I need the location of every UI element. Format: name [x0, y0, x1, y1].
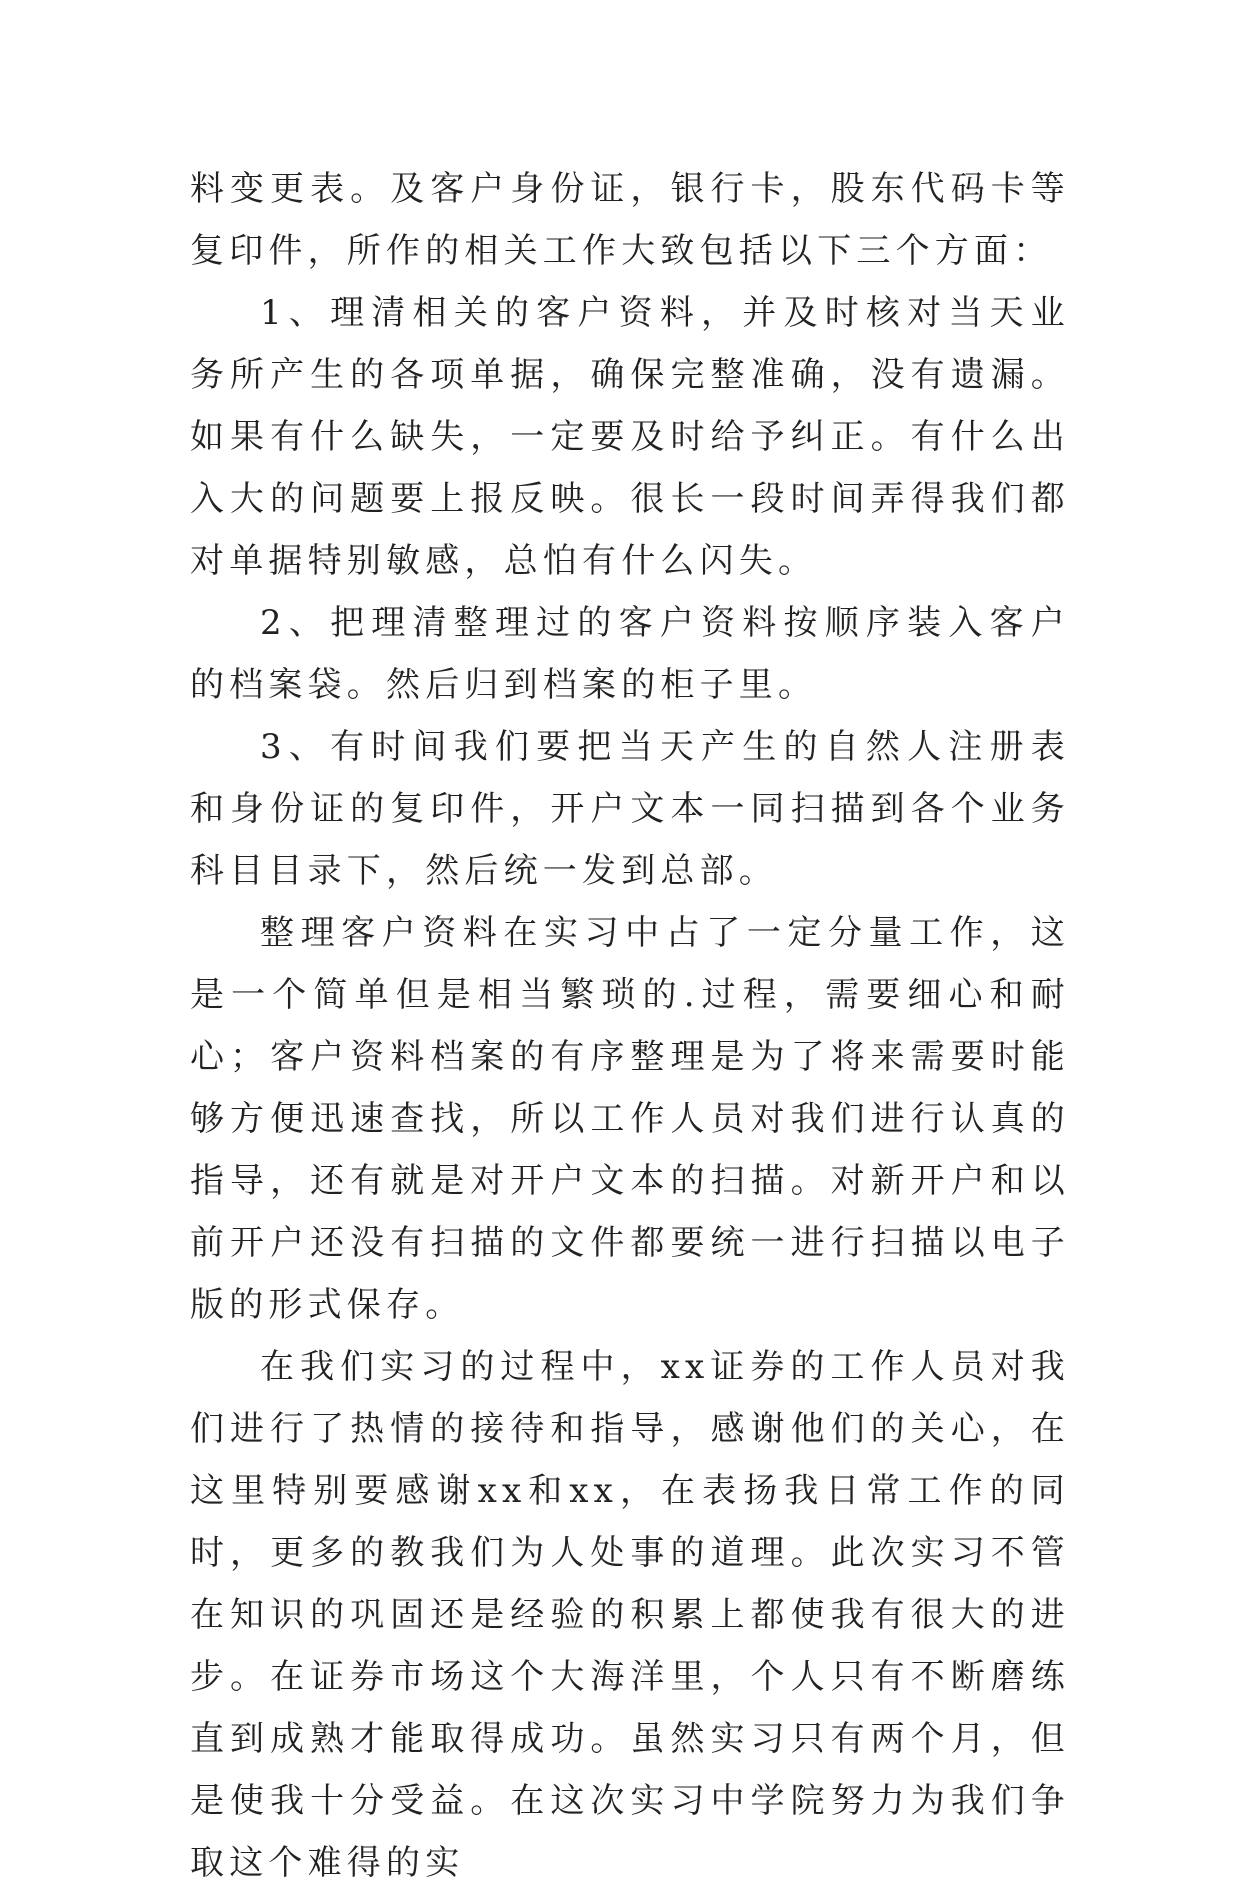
paragraph-3: 2、把理清整理过的客户资料按顺序装入客户的档案袋。然后归到档案的柜子里。: [190, 603, 1070, 705]
paragraph-5: 整理客户资料在实习中占了一定分量工作，这是一个简单但是相当繁琐的.过程，需要细心和耐心；客户资料档案的有序整理是为了将来需要时能够方便迅速查找，所以工作人员对我们进行认真的指导，还有就是对开户文本的扫描。对新开户和以前开户还没有扫描的文件都要统一进行扫描以电子版的形式保存。: [190, 913, 1070, 1325]
paragraph-6: 在我们实习的过程中，xx证券的工作人员对我们进行了热情的接待和指导，感谢他们的关心，在这里特别要感谢xx和xx，在表扬我日常工作的同时，更多的教我们为人处事的道理。此次实习不管在知识的巩固还是经验的积累上都使我有很大的进步。在证券市场这个大海洋里，个人只有不断磨练直到成熟才能取得成功。虽然实习只有两个月，但是使我十分受益。在这次实习中学院努力为我们争取这个难得的实: [190, 1347, 1070, 1883]
paragraph-2: 1、理清相关的客户资料，并及时核对当天业务所产生的各项单据，确保完整准确，没有遗漏。如果有什么缺失，一定要及时给予纠正。有什么出入大的问题要上报反映。很长一段时间弄得我们都对单据特别敏感，总怕有什么闪失。: [190, 293, 1070, 581]
paragraph-1: 料变更表。及客户身份证，银行卡，股东代码卡等复印件，所作的相关工作大致包括以下三个方面：: [190, 169, 1070, 271]
body-text: [190, 158, 1070, 1894]
paragraph-4: 3、有时间我们要把当天产生的自然人注册表和身份证的复印件，开户文本一同扫描到各个业务科目目录下，然后统一发到总部。: [190, 727, 1070, 891]
